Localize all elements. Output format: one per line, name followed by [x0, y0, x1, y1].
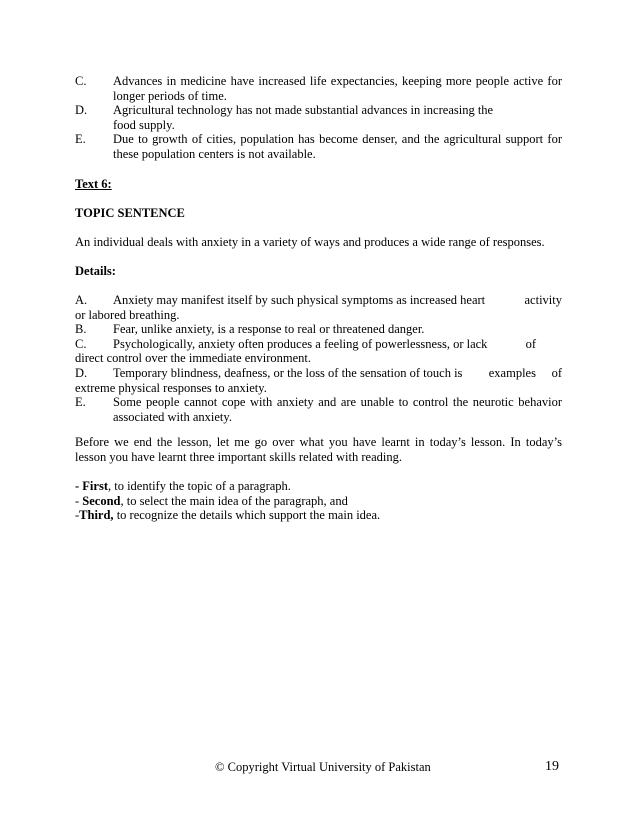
detail-item [75, 395, 562, 424]
detail-text: Temporary blindness, deafness, or the loss of the sensation of touch is [113, 365, 463, 380]
skills-list [75, 479, 562, 523]
detail-text: Psychologically, anxiety often produces a feeling of powerlessness, or lack [113, 336, 488, 351]
item-text: Due to growth of cities, population has become denser, and the agricultural support for these population centers is not available. [113, 132, 562, 161]
detail-item [75, 366, 562, 395]
detail-item [75, 337, 562, 366]
topic-sentence: An individual deals with anxiety in a variety of ways and produces a wide range of responses. [75, 235, 545, 249]
page-number: 19 [545, 759, 559, 774]
skill-text: , to select the main idea of the paragraph, and [120, 493, 348, 508]
copyright-notice: © Copyright Virtual University of Pakistan [215, 760, 431, 774]
detail-text-end: of [525, 336, 536, 351]
skill-item [75, 494, 562, 509]
detail-letter: B. [75, 322, 87, 337]
skill-name: Third, [79, 508, 114, 523]
detail-text-end: activity [524, 293, 562, 307]
item-letter: E. [75, 132, 86, 147]
detail-item [75, 293, 562, 322]
skill-text: to recognize the details which support the main idea. [113, 508, 381, 523]
item-text: Advances in medicine have increased life expectancies, keeping more people active for longer periods of time. [113, 74, 562, 103]
details-heading: Details: [75, 264, 116, 278]
closing-paragraph: Before we end the lesson, let me go over what you have learnt in today’s lesson. In today’s lesson you have learnt three important skills related with reading. [75, 435, 562, 464]
skill-prefix: - [75, 508, 80, 523]
list-item [75, 132, 562, 161]
topic-heading: TOPIC SENTENCE [75, 206, 185, 220]
skill-item [75, 479, 562, 494]
detail-text-continued: direct control over the immediate environment. [75, 351, 312, 366]
detail-text-end: examples of [488, 365, 562, 380]
detail-letter: C. [75, 336, 87, 351]
text6-heading: Text 6: [75, 177, 112, 191]
detail-text-continued: or labored breathing. [75, 307, 180, 322]
skill-text: , to identify the topic of a paragraph. [107, 479, 291, 493]
detail-text: Fear, unlike anxiety, is a response to real or threatened danger. [113, 322, 425, 337]
skill-prefix: - [75, 479, 83, 493]
skill-name: Second [82, 493, 121, 508]
detail-letter: D. [75, 365, 88, 380]
detail-text-continued: extreme physical responses to anxiety. [75, 380, 267, 395]
item-text: Agricultural technology has not made substantial advances in increasing the food supply. [113, 103, 494, 132]
detail-letter: E. [75, 395, 86, 410]
item-letter: D. [75, 103, 88, 118]
skill-item [75, 508, 562, 523]
detail-text: Anxiety may manifest itself by such physical symptoms as increased heart [113, 293, 486, 307]
details-list [75, 293, 562, 424]
skill-name: First [82, 479, 108, 493]
list-item [75, 103, 562, 132]
previous-options-list [75, 74, 562, 162]
detail-letter: A. [75, 293, 88, 307]
detail-text: Some people cannot cope with anxiety and are unable to control the neurotic behavior associated with anxiety. [113, 395, 562, 424]
item-letter: C. [75, 74, 87, 88]
skill-prefix: - [75, 493, 83, 508]
detail-item [75, 322, 562, 337]
list-item [75, 74, 562, 103]
